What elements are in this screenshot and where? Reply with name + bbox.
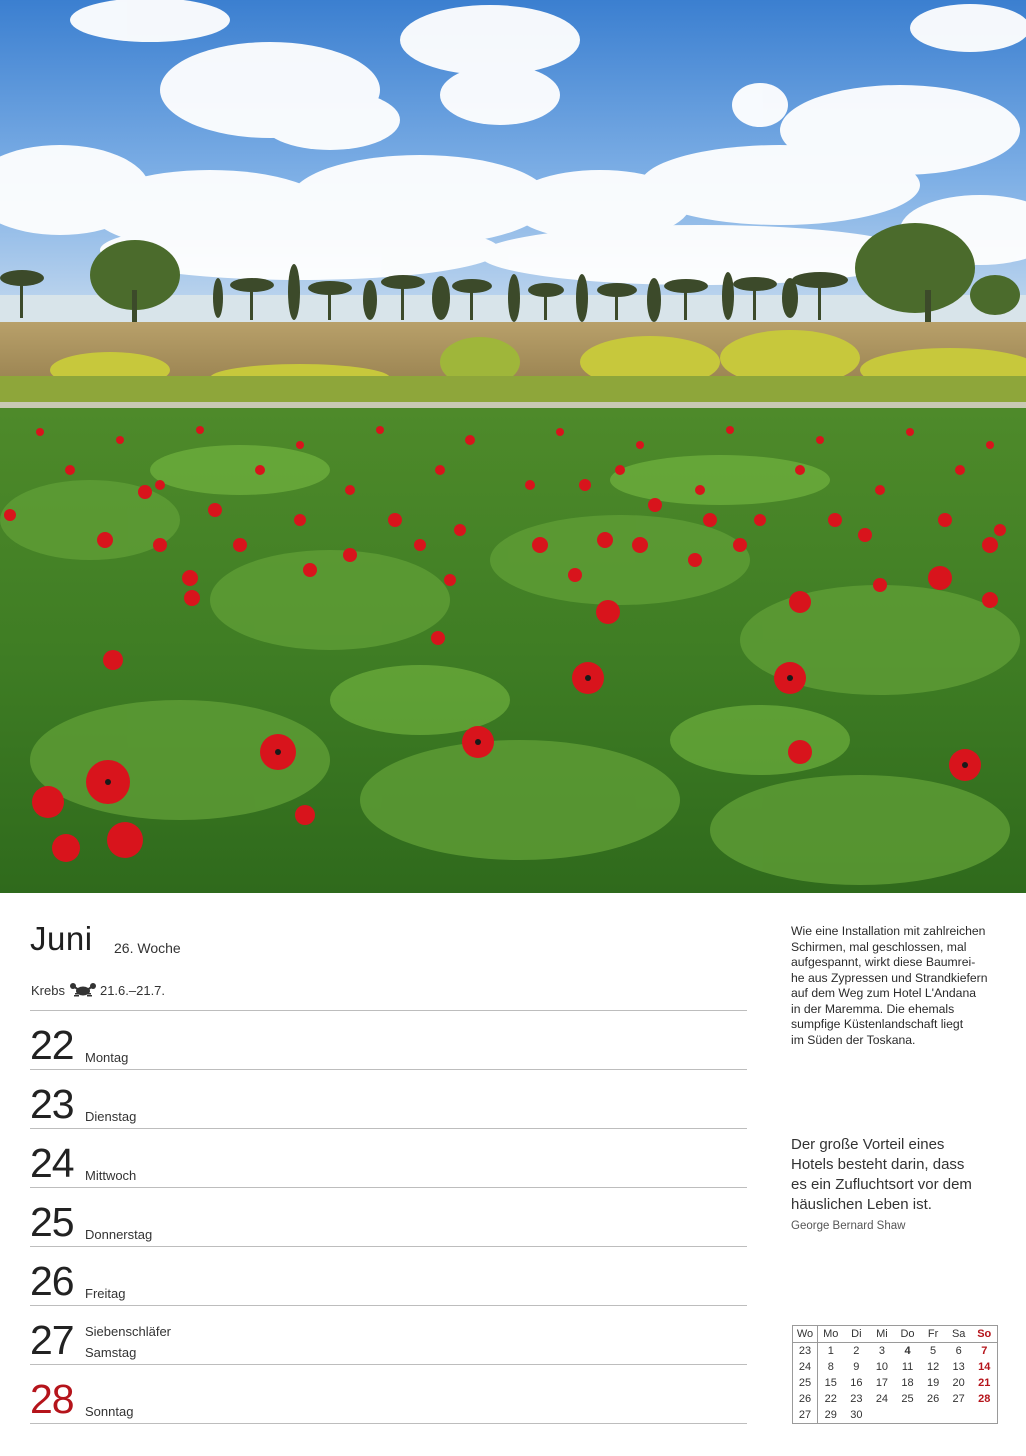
- date-cell: 29: [824, 1409, 837, 1421]
- week-number: 26. Woche: [114, 940, 181, 956]
- mini-calendar-week: [793, 1359, 997, 1375]
- day-number: 24: [30, 1140, 74, 1186]
- weekday-header-cell: Mi: [876, 1328, 888, 1340]
- weekday-header-cell: Sa: [951, 1328, 966, 1340]
- date-cell: 18: [901, 1377, 914, 1389]
- weekday-header-cell: So: [977, 1328, 992, 1340]
- date-cell: 13: [952, 1361, 965, 1373]
- date-cell: 23: [850, 1393, 863, 1405]
- day-event: Siebenschläfer: [85, 1324, 171, 1339]
- date-cell: 27: [952, 1393, 965, 1405]
- date-cell: 5: [930, 1345, 937, 1357]
- date-cell: 24: [875, 1393, 889, 1405]
- date-cell: 11: [901, 1361, 914, 1373]
- mini-calendar-week: [793, 1375, 997, 1391]
- week-number-cell: 26: [793, 1391, 818, 1407]
- day-list: [30, 1010, 747, 1424]
- week-number-cell: 25: [793, 1375, 818, 1391]
- quote-author: George Bernard Shaw: [791, 1220, 906, 1232]
- mini-month-calendar: [792, 1325, 998, 1424]
- weekday-header-cell: Fr: [927, 1328, 939, 1340]
- day-number: 28: [30, 1376, 74, 1422]
- month-title: Juni: [30, 920, 93, 957]
- date-cell: 3: [878, 1345, 885, 1357]
- weekday-name: Mittwoch: [85, 1168, 137, 1183]
- date-cell: 17: [875, 1377, 889, 1389]
- week-number-cell: Wo: [793, 1326, 818, 1342]
- date-cell: 9: [853, 1361, 860, 1373]
- weekday-header-cell: Do: [900, 1328, 915, 1340]
- day-row-tuesday[interactable]: [30, 1069, 747, 1128]
- caption-text: Wie eine Installation mit zahlreichen Schirmen, mal geschlossen, mal aufgespannt, wirkt diese Baumrei- he aus Zypressen und Strandkiefern auf dem Weg zum Hotel L'Andana in der Maremma. Die ehemals sumpfige Küstenlandschaft liegt im Süden der Toskana.: [791, 924, 988, 1047]
- date-cell: 30: [850, 1409, 863, 1421]
- date-cell: 22: [824, 1393, 837, 1405]
- date-cell: 8: [827, 1361, 834, 1373]
- weekday-header-cell: Di: [851, 1328, 862, 1340]
- date-cell: 12: [926, 1361, 940, 1373]
- mini-calendar-week: [793, 1407, 997, 1423]
- week-number-cell: 24: [793, 1359, 818, 1375]
- day-number: 27: [30, 1317, 74, 1363]
- date-cell: 21: [978, 1377, 991, 1389]
- date-cell: 6: [955, 1345, 962, 1357]
- date-cell: 16: [850, 1377, 863, 1389]
- day-number: 25: [30, 1199, 74, 1245]
- month-header: [30, 920, 181, 964]
- day-row-thursday[interactable]: [30, 1187, 747, 1246]
- day-number: 22: [30, 1022, 74, 1068]
- day-number: 23: [30, 1081, 74, 1127]
- weekday-name: Donnerstag: [85, 1227, 153, 1242]
- zodiac-name: Krebs: [31, 982, 65, 998]
- date-cell: 14: [978, 1361, 991, 1373]
- mini-calendar-week: [793, 1391, 997, 1407]
- photo-caption: [791, 924, 1006, 1048]
- day-row-monday[interactable]: [30, 1010, 747, 1069]
- date-cell: 1: [827, 1345, 834, 1357]
- day-row-sunday[interactable]: [30, 1364, 747, 1424]
- date-cell: 15: [824, 1377, 837, 1389]
- date-cell: 2: [853, 1345, 860, 1357]
- mini-calendar-header: [793, 1326, 997, 1343]
- date-cell: 26: [926, 1393, 940, 1405]
- weekday-name: Freitag: [85, 1286, 126, 1301]
- date-cell: 20: [952, 1377, 965, 1389]
- date-cell: 4: [904, 1345, 911, 1357]
- day-row-friday[interactable]: [30, 1246, 747, 1305]
- zodiac-range: 21.6.–21.7.: [99, 982, 166, 998]
- weekday-header-cell: Mo: [823, 1328, 839, 1340]
- date-cell: 7: [981, 1345, 988, 1357]
- date-cell: 28: [978, 1393, 991, 1405]
- weekday-name: Sonntag: [85, 1404, 134, 1419]
- mini-calendar-week: [793, 1343, 997, 1359]
- quote-text: Der große Vorteil eines Hotels besteht darin, dass es ein Zufluchtsort vor dem häuslichen Leben ist.: [791, 1136, 972, 1213]
- zodiac-info: [31, 982, 165, 998]
- day-row-wednesday[interactable]: [30, 1128, 747, 1187]
- week-number-cell: 27: [793, 1407, 818, 1423]
- date-cell: 25: [901, 1393, 914, 1405]
- weekday-name: Dienstag: [85, 1109, 137, 1124]
- crab-icon: [69, 982, 97, 998]
- week-number-cell: 23: [793, 1343, 818, 1359]
- day-number: 26: [30, 1258, 74, 1304]
- date-cell: 10: [875, 1361, 889, 1373]
- weekday-name: Montag: [85, 1050, 129, 1065]
- date-cell: 19: [926, 1377, 940, 1389]
- day-row-saturday[interactable]: [30, 1305, 747, 1364]
- weekday-name: Samstag: [85, 1345, 137, 1360]
